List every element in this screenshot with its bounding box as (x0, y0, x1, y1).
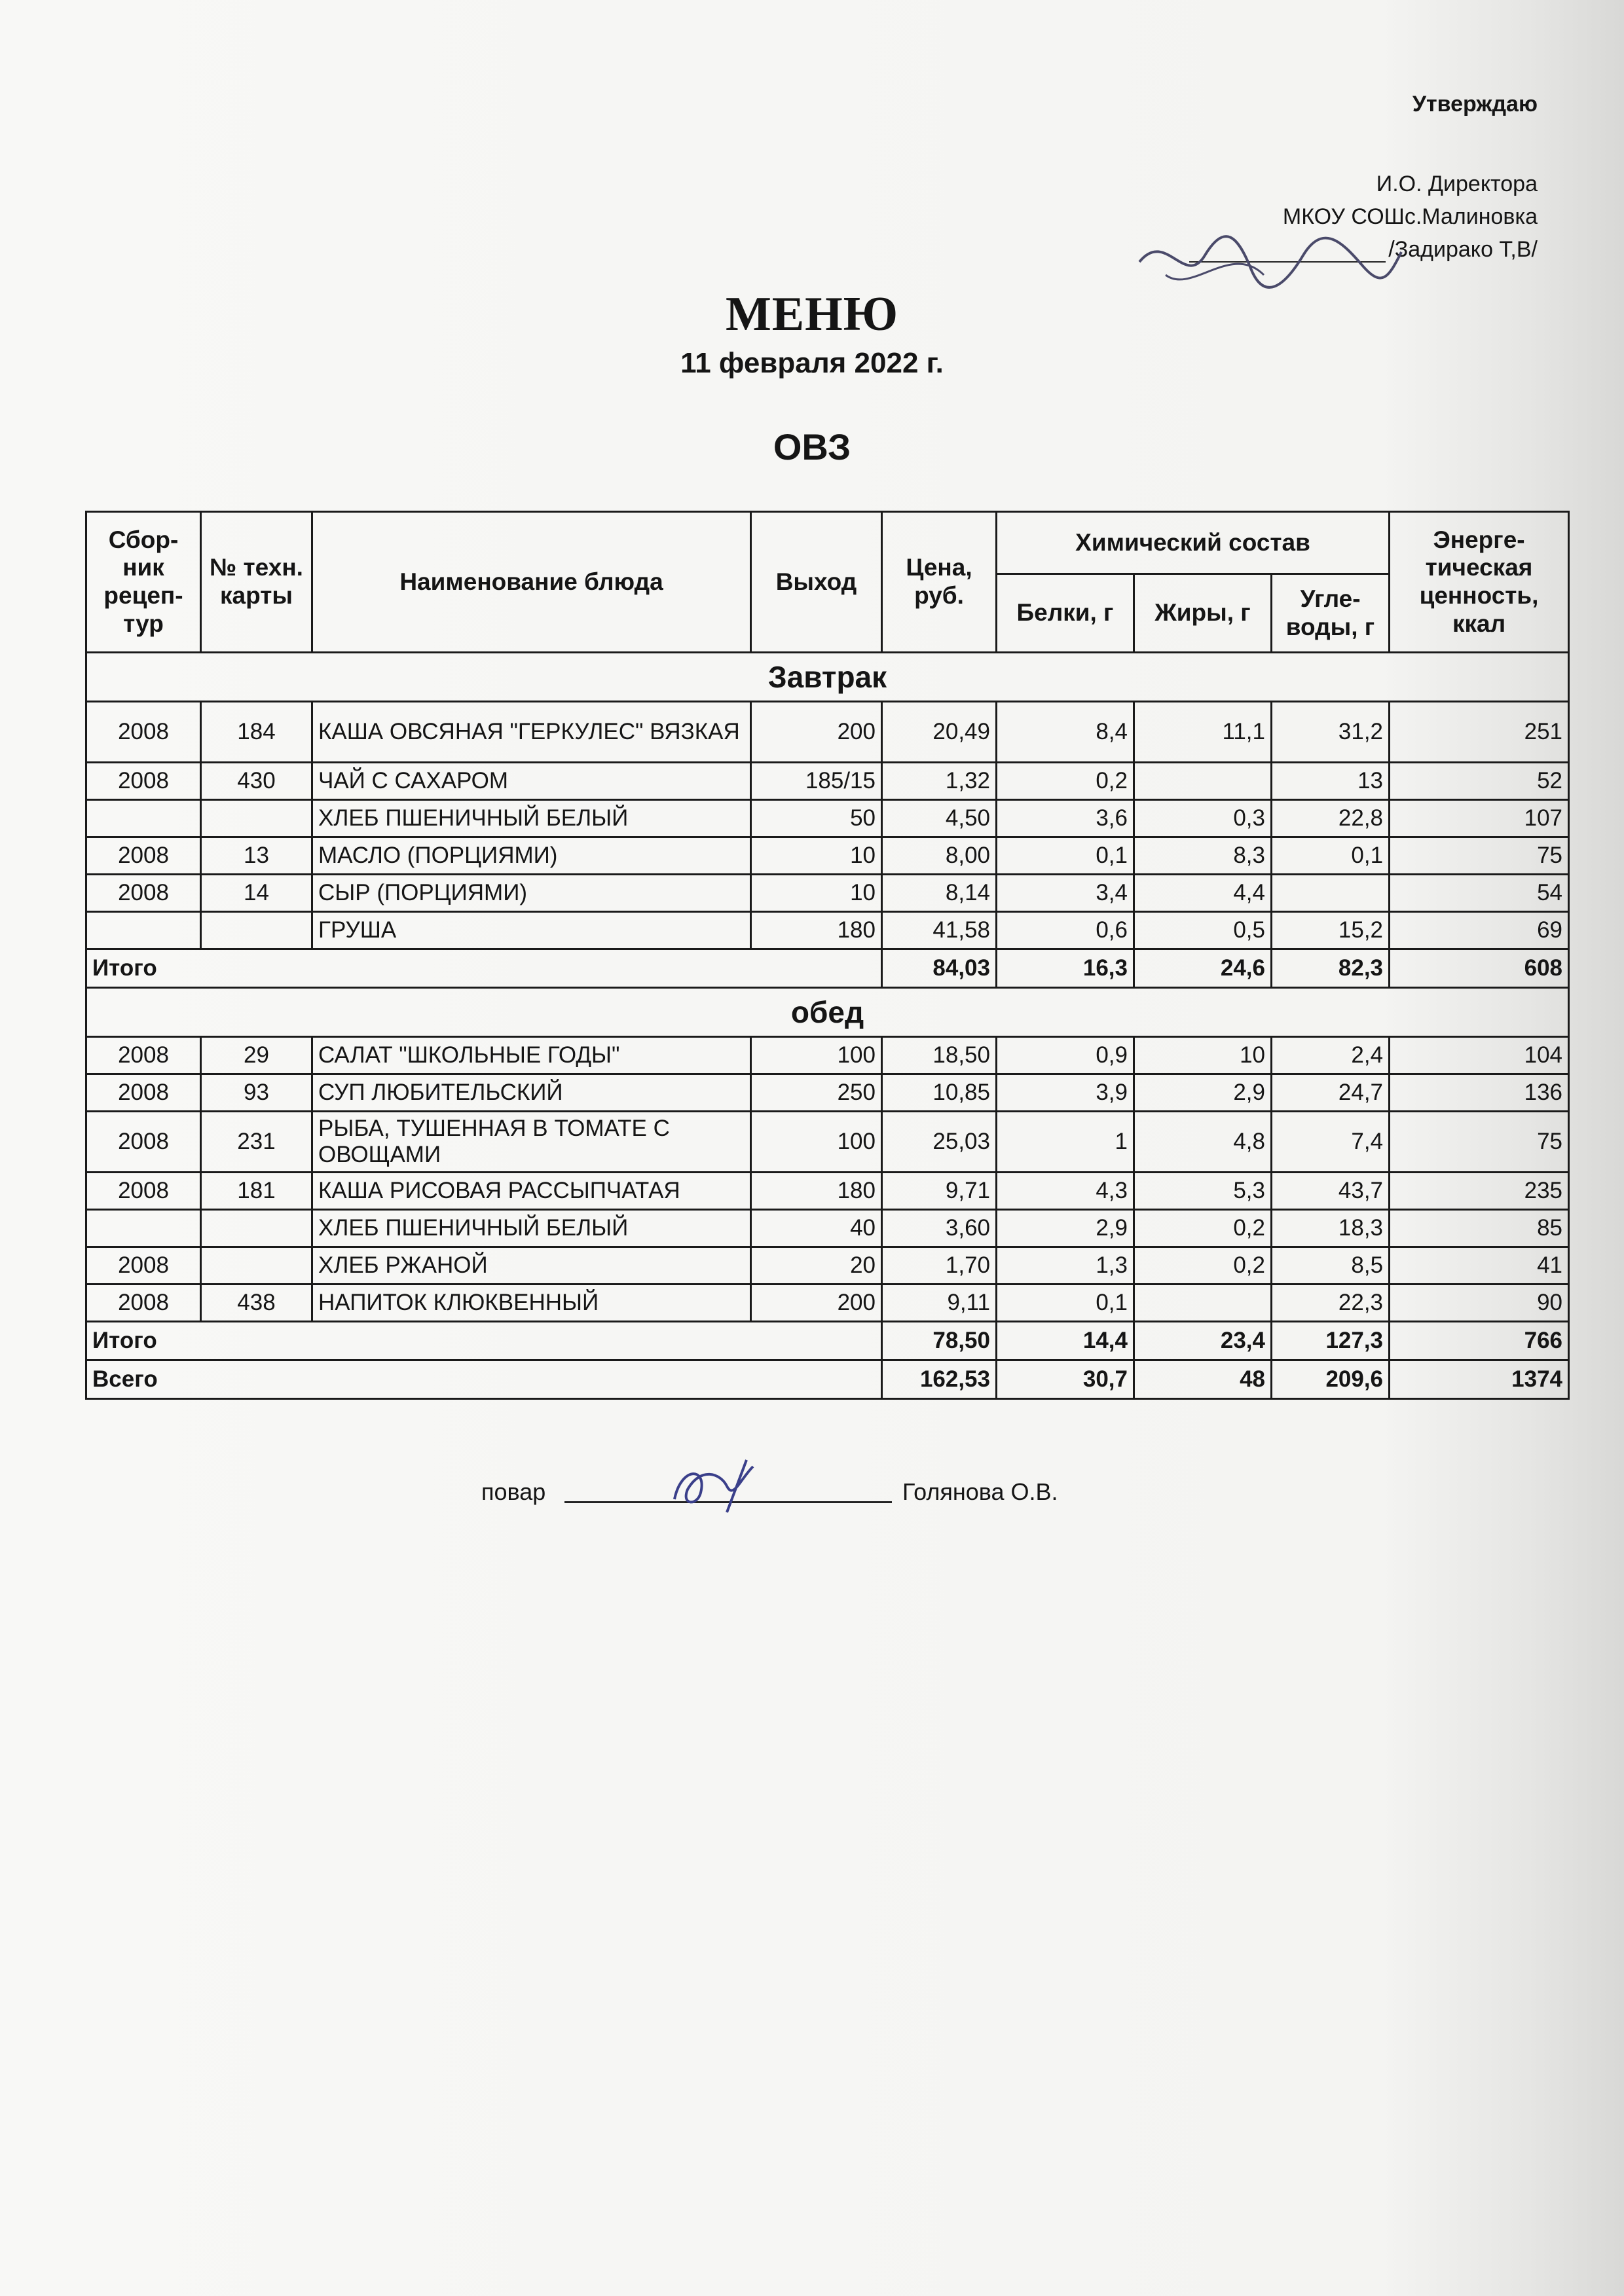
cell-carbs: 7,4 (1272, 1112, 1390, 1173)
cell-portion: 250 (751, 1074, 882, 1112)
cook-name: Голянова О.В. (902, 1478, 1058, 1505)
cell-fats: 4,8 (1134, 1112, 1272, 1173)
cell-proteins: 2,9 (997, 1210, 1134, 1247)
cell-portion: 20 (751, 1247, 882, 1285)
cell-carbs: 8,5 (1272, 1247, 1390, 1285)
cook-signature (661, 1453, 766, 1519)
cell-card: 14 (201, 875, 312, 912)
cell-fats (1134, 1285, 1272, 1322)
approval-heading: Утверждаю (1412, 92, 1538, 117)
cell-fats: 5,3 (1134, 1173, 1272, 1210)
subtotal-energy: 766 (1390, 1322, 1569, 1360)
cell-energy: 104 (1390, 1037, 1569, 1074)
menu-table (85, 511, 1570, 1400)
subtotal-proteins: 14,4 (997, 1322, 1134, 1360)
cell-collection: 2008 (86, 1247, 201, 1285)
cell-fats: 10 (1134, 1037, 1272, 1074)
cell-energy: 90 (1390, 1285, 1569, 1322)
cell-fats: 0,3 (1134, 800, 1272, 837)
menu-group: ОВЗ (773, 426, 851, 467)
cell-energy: 52 (1390, 763, 1569, 800)
cell-proteins: 0,9 (997, 1037, 1134, 1074)
subtotal-price: 84,03 (882, 949, 997, 988)
subtotal-fats: 23,4 (1134, 1322, 1272, 1360)
menu-date: 11 февраля 2022 г. (680, 347, 944, 379)
cell-card: 93 (201, 1074, 312, 1112)
cell-dish: РЫБА, ТУШЕННАЯ В ТОМАТЕ С ОВОЩАМИ (312, 1112, 751, 1173)
header-fats: Жиры, г (1134, 574, 1272, 653)
cell-card: 231 (201, 1112, 312, 1173)
cell-dish: ГРУША (312, 912, 751, 949)
cell-dish: ХЛЕБ РЖАНОЙ (312, 1247, 751, 1285)
cell-card (201, 912, 312, 949)
cell-carbs: 15,2 (1272, 912, 1390, 949)
cell-proteins: 3,9 (997, 1074, 1134, 1112)
cell-portion: 180 (751, 912, 882, 949)
table-row (86, 800, 1569, 837)
page-title: МЕНЮ (725, 287, 899, 341)
cell-collection (86, 800, 201, 837)
cell-portion: 10 (751, 837, 882, 875)
cell-price: 1,70 (882, 1247, 997, 1285)
approval-name: /Задирако Т,В/ (1388, 237, 1538, 262)
cell-dish: ХЛЕБ ПШЕНИЧНЫЙ БЕЛЫЙ (312, 1210, 751, 1247)
cell-dish: САЛАТ "ШКОЛЬНЫЕ ГОДЫ" (312, 1037, 751, 1074)
cell-carbs: 18,3 (1272, 1210, 1390, 1247)
table-row (86, 1074, 1569, 1112)
approval-school: МКОУ СОШс.Малиновка (1282, 204, 1538, 229)
grand-total-energy: 1374 (1390, 1360, 1569, 1399)
cell-proteins: 0,6 (997, 912, 1134, 949)
cell-proteins: 3,4 (997, 875, 1134, 912)
table-row (86, 837, 1569, 875)
cell-energy: 85 (1390, 1210, 1569, 1247)
cell-price: 25,03 (882, 1112, 997, 1173)
cell-card (201, 1247, 312, 1285)
cell-carbs: 31,2 (1272, 702, 1390, 763)
cell-energy: 107 (1390, 800, 1569, 837)
cell-dish: МАСЛО (ПОРЦИЯМИ) (312, 837, 751, 875)
cell-energy: 41 (1390, 1247, 1569, 1285)
cell-portion: 50 (751, 800, 882, 837)
table-row (86, 1173, 1569, 1210)
cell-carbs: 13 (1272, 763, 1390, 800)
table-row (86, 702, 1569, 763)
cell-proteins: 3,6 (997, 800, 1134, 837)
cell-carbs (1272, 875, 1390, 912)
cell-portion: 200 (751, 702, 882, 763)
subtotal-fats: 24,6 (1134, 949, 1272, 988)
cell-portion: 200 (751, 1285, 882, 1322)
cell-fats (1134, 763, 1272, 800)
cell-fats: 4,4 (1134, 875, 1272, 912)
header-carbs: Угле-воды, г (1272, 574, 1390, 653)
cell-portion: 180 (751, 1173, 882, 1210)
cell-card: 438 (201, 1285, 312, 1322)
header-portion: Выход (751, 512, 882, 653)
cell-card: 181 (201, 1173, 312, 1210)
header-proteins: Белки, г (997, 574, 1134, 653)
cell-carbs: 22,8 (1272, 800, 1390, 837)
header-collection: Сбор-ник рецеп-тур (86, 512, 201, 653)
subtotal-energy: 608 (1390, 949, 1569, 988)
cell-collection: 2008 (86, 763, 201, 800)
cell-price: 3,60 (882, 1210, 997, 1247)
section-lunch: обед (86, 988, 1569, 1037)
cook-label: повар (481, 1478, 546, 1505)
cell-carbs: 43,7 (1272, 1173, 1390, 1210)
cell-card (201, 800, 312, 837)
table-row (86, 1037, 1569, 1074)
cell-energy: 54 (1390, 875, 1569, 912)
cell-collection (86, 912, 201, 949)
cell-energy: 75 (1390, 1112, 1569, 1173)
cell-card: 184 (201, 702, 312, 763)
grand-total-proteins: 30,7 (997, 1360, 1134, 1399)
subtotal-carbs: 127,3 (1272, 1322, 1390, 1360)
cell-energy: 136 (1390, 1074, 1569, 1112)
cell-collection: 2008 (86, 1037, 201, 1074)
subtotal-row-breakfast (86, 949, 1569, 988)
header-dish-name: Наименование блюда (312, 512, 751, 653)
cell-energy: 69 (1390, 912, 1569, 949)
header-chemical-composition: Химический состав (997, 512, 1390, 574)
cell-proteins: 0,2 (997, 763, 1134, 800)
cell-dish: СЫР (ПОРЦИЯМИ) (312, 875, 751, 912)
cell-carbs: 22,3 (1272, 1285, 1390, 1322)
cell-price: 9,11 (882, 1285, 997, 1322)
cell-card: 430 (201, 763, 312, 800)
header-price: Цена, руб. (882, 512, 997, 653)
cell-collection: 2008 (86, 1173, 201, 1210)
cell-collection: 2008 (86, 1285, 201, 1322)
subtotal-label: Итого (86, 1322, 882, 1360)
cell-card (201, 1210, 312, 1247)
cell-energy: 75 (1390, 837, 1569, 875)
cell-dish: КАША ОВСЯНАЯ "ГЕРКУЛЕС" ВЯЗКАЯ (312, 702, 751, 763)
grand-total-price: 162,53 (882, 1360, 997, 1399)
cell-collection: 2008 (86, 1074, 201, 1112)
subtotal-label: Итого (86, 949, 882, 988)
cell-portion: 40 (751, 1210, 882, 1247)
grand-total-row (86, 1360, 1569, 1399)
cell-fats: 0,5 (1134, 912, 1272, 949)
cell-price: 8,14 (882, 875, 997, 912)
section-breakfast: Завтрак (86, 653, 1569, 702)
cell-dish: НАПИТОК КЛЮКВЕННЫЙ (312, 1285, 751, 1322)
cell-carbs: 24,7 (1272, 1074, 1390, 1112)
cell-dish: ЧАЙ С САХАРОМ (312, 763, 751, 800)
cell-fats: 8,3 (1134, 837, 1272, 875)
subtotal-row-lunch (86, 1322, 1569, 1360)
cell-portion: 10 (751, 875, 882, 912)
cell-dish: ХЛЕБ ПШЕНИЧНЫЙ БЕЛЫЙ (312, 800, 751, 837)
cell-fats: 11,1 (1134, 702, 1272, 763)
grand-total-fats: 48 (1134, 1360, 1272, 1399)
cell-collection: 2008 (86, 1112, 201, 1173)
cell-card: 13 (201, 837, 312, 875)
cell-portion: 185/15 (751, 763, 882, 800)
cell-portion: 100 (751, 1112, 882, 1173)
subtotal-price: 78,50 (882, 1322, 997, 1360)
cell-proteins: 4,3 (997, 1173, 1134, 1210)
cell-dish: СУП ЛЮБИТЕЛЬСКИЙ (312, 1074, 751, 1112)
table-row (86, 1247, 1569, 1285)
cell-price: 10,85 (882, 1074, 997, 1112)
cell-fats: 0,2 (1134, 1247, 1272, 1285)
cell-dish: КАША РИСОВАЯ РАССЫПЧАТАЯ (312, 1173, 751, 1210)
cell-proteins: 1,3 (997, 1247, 1134, 1285)
table-row (86, 763, 1569, 800)
cell-price: 18,50 (882, 1037, 997, 1074)
approval-position: И.О. Директора (1376, 172, 1538, 196)
cell-fats: 2,9 (1134, 1074, 1272, 1112)
table-row (86, 1210, 1569, 1247)
cell-price: 1,32 (882, 763, 997, 800)
cell-proteins: 0,1 (997, 837, 1134, 875)
cell-fats: 0,2 (1134, 1210, 1272, 1247)
subtotal-proteins: 16,3 (997, 949, 1134, 988)
cell-collection: 2008 (86, 875, 201, 912)
cell-energy: 235 (1390, 1173, 1569, 1210)
table-row (86, 1112, 1569, 1173)
cell-collection: 2008 (86, 837, 201, 875)
table-row (86, 1285, 1569, 1322)
header-card-number: № техн. карты (201, 512, 312, 653)
cell-portion: 100 (751, 1037, 882, 1074)
cell-price: 20,49 (882, 702, 997, 763)
cell-collection (86, 1210, 201, 1247)
cell-energy: 251 (1390, 702, 1569, 763)
cell-proteins: 8,4 (997, 702, 1134, 763)
cell-collection: 2008 (86, 702, 201, 763)
cell-proteins: 0,1 (997, 1285, 1134, 1322)
table-row (86, 912, 1569, 949)
cell-carbs: 0,1 (1272, 837, 1390, 875)
cell-proteins: 1 (997, 1112, 1134, 1173)
grand-total-label: Всего (86, 1360, 882, 1399)
cell-card: 29 (201, 1037, 312, 1074)
table-row (86, 875, 1569, 912)
cell-price: 4,50 (882, 800, 997, 837)
cell-price: 41,58 (882, 912, 997, 949)
cell-carbs: 2,4 (1272, 1037, 1390, 1074)
cell-price: 8,00 (882, 837, 997, 875)
header-energy: Энерге-тическая ценность, ккал (1390, 512, 1569, 653)
grand-total-carbs: 209,6 (1272, 1360, 1390, 1399)
subtotal-carbs: 82,3 (1272, 949, 1390, 988)
cell-price: 9,71 (882, 1173, 997, 1210)
